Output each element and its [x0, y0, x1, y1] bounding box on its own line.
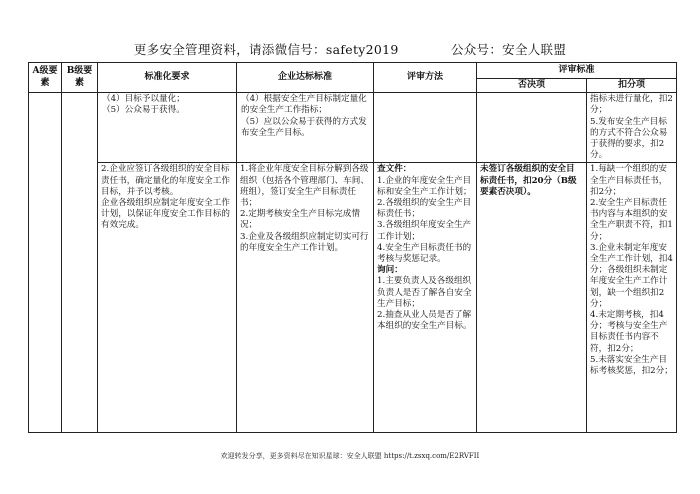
col-deduct: 扣分项: [587, 79, 677, 93]
a-level-cell: [29, 93, 62, 433]
col-method: 评审方法: [374, 63, 477, 93]
col-standard: 标准化要求: [98, 63, 237, 93]
enterprise-cell: （4）根据安全生产目标制定量化的安全生产工作指标； （5）应以公众易于获得的方式发布安全生产目标。: [237, 93, 374, 163]
veto-cell: 未签订各级组织的安全目标责任书，扣20分（B级要素否决项）。: [477, 163, 587, 433]
standard-cell: 2.企业应签订各级组织的安全目标责任书，确定量化的年度安全工作目标，并予以考核。 企业各级组织应制定年度安全工作计划，以保证年度安全工作目标的有效完成。: [98, 163, 237, 433]
table-row: [29, 93, 677, 163]
col-a-level: A级要素: [29, 63, 62, 93]
method-ask-title: 询问：: [377, 265, 403, 276]
col-criteria: 评审标准: [477, 63, 677, 79]
col-veto: 否决项: [477, 79, 587, 93]
method-cell: 查文件： 1.企业的年度安全生产目标和安全生产工作计划； 2.各级组织的安全生产目标责任书； 3.各级组织年度安全生产工作计划； 4.安全生产目标责任书的考核与奖惩记录。 询问： 1.主要负责人及各级组织负责人是否了解各自安全生产目标； 2.抽查从业人员是否了解本组织的安全生产目标。: [374, 163, 477, 433]
review-table: [28, 62, 677, 433]
deduct-cell: 指标未进行量化，扣2分； 5.发布安全生产目标的方式不符合公众易于获得的要求，扣2分。: [587, 93, 677, 163]
header-row: [29, 63, 677, 79]
method-cell: [374, 93, 477, 163]
page-header: [0, 40, 700, 58]
col-b-level: B级要素: [62, 63, 98, 93]
public-account: 公众号：安全人联盟: [450, 42, 567, 57]
veto-cell: [477, 93, 587, 163]
method-docs-title: 查文件：: [377, 164, 412, 175]
enterprise-cell: 1.将企业年度安全目标分解到各级组织（包括各个管理部门、车间、班组），签订安全生产目标责任书； 2.定期考核安全生产目标完成情况； 3.企业及各级组织应制定切实可行的年度安全生产工作计划。: [237, 163, 374, 433]
deduct-cell: 1.每缺一个组织的安全生产目标责任书，扣2分； 2.安全生产目标责任书内容与本组织的安全生产职责不符，扣1分； 3.企业未制定年度安全生产工作计划，扣4分；各级组织未制定年度安全生产工作计划，缺一个组织扣2分； 4.未定期考核，扣4分；考核与安全生产目标责任书内容不符，扣2分； 5.未落实安全生产目标考核奖惩，扣2分；: [587, 163, 677, 433]
page-footer: 欢迎转发分享，更多资料尽在知识星球：安全人联盟 https://t.zsxq.com/E2RVFII: [220, 452, 480, 460]
table-row: [29, 163, 677, 433]
b-level-cell: [62, 93, 98, 433]
wechat-notice: 更多安全管理资料，请添微信号：safety2019: [133, 42, 399, 57]
standard-cell: （4）目标予以量化； （5）公众易于获得。: [98, 93, 237, 163]
col-enterprise: 企业达标标准: [237, 63, 374, 93]
